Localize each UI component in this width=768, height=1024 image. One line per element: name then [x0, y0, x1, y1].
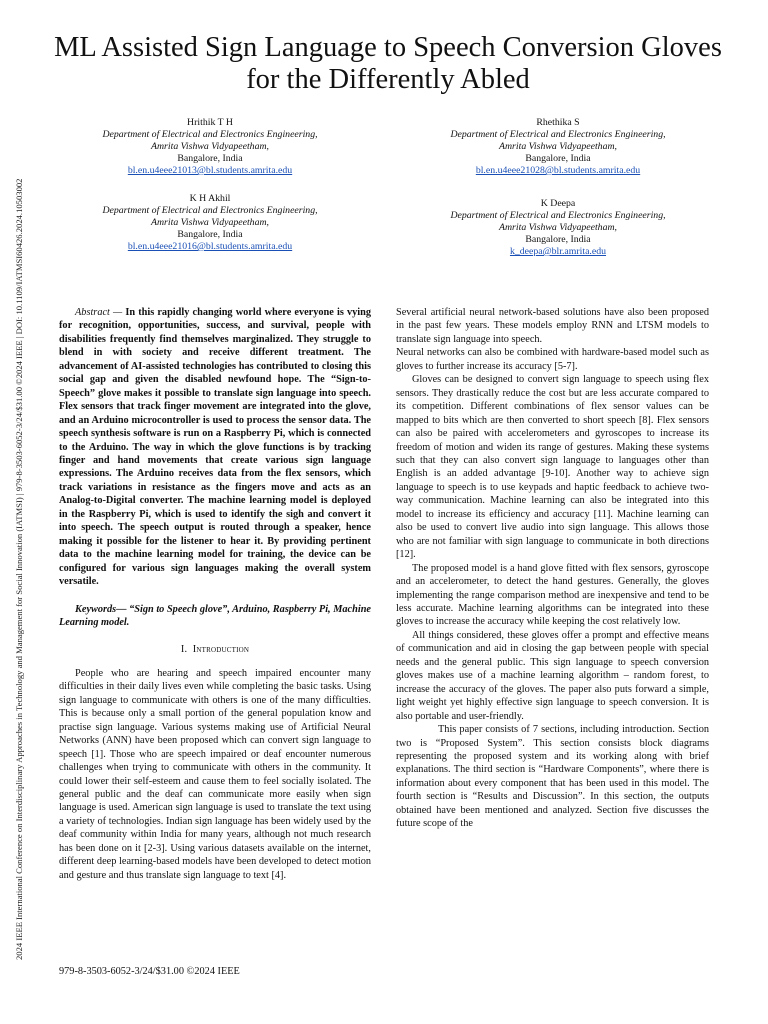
author-institution: Amrita Vishwa Vidyapeetham,: [499, 141, 617, 152]
author-institution: Amrita Vishwa Vidyapeetham,: [151, 141, 269, 152]
body-paragraph: Neural networks can also be combined with hardware-based model such as gloves to further increase its accuracy [5-7].: [396, 347, 709, 372]
conference-sidebar: [12, 70, 26, 960]
author-department: Department of Electrical and Electronics Engineering,: [450, 210, 666, 221]
abstract-label: Abstract —: [75, 307, 123, 318]
author-name: Hrithik T H: [187, 117, 233, 128]
author-block-2: [60, 193, 360, 253]
author-block-3: [408, 117, 708, 177]
body-paragraph: The proposed model is a hand glove fitted with flex sensors, gyroscope and an accelerometer, to detect the hand gestures. Generally, the gloves implementing the range comparison method are inexpensive and tend to be less accurate. Machine learning algorithms can be integrated into these gloves to increase the accuracy while keeping the cost relatively low.: [396, 562, 709, 628]
author-email-link[interactable]: bl.en.u4eee21016@bl.students.amrita.edu: [127, 241, 293, 252]
conference-citation: 2024 IEEE International Conference on Interdisciplinary Approaches in Technology and Management for Social Innovation (IATMSI) | 979-8-3503-6052-3/24/$31.00 ©2024 IEEE | DOI: 10.1109/IATMSI60426.2024.10503002: [14, 178, 24, 960]
author-location: Bangalore, India: [525, 153, 591, 164]
right-column: [396, 306, 709, 831]
author-name: K H Akhil: [189, 193, 231, 204]
keywords: Keywords— “Sign to Speech glove”, Arduino, Raspberry Pi, Machine Learning model.: [59, 603, 371, 628]
section-title: Introduction: [192, 644, 250, 656]
intro-paragraph-1: People who are hearing and speech impaired encounter many difficulties in their daily lives even while completing the basic tasks. Using sign language to communicate with others is one of the many difficulties. This is because only a small portion of the general population know and practise sign language. Various systems making use of Artificial Neural Networks (ANN) have been proposed which can convert sign language to speech [1]. Those who are speech impaired or deaf encounter numerous challenges when trying to communicate with others in the community. It could lower their self-esteem and cause them to feel socially isolated. The general public and the deaf can communicate more easily when sign language is used. American sign language is used to translate the text using a variety of technologies. Indian sign language has been widely used by the deaf community within India for many years, although not much research has been done on it [2-3]. Using various datasets available on the internet, different deep learning-based models have been developed to detect motion and gesture and thus translate sign language to text [4].: [59, 667, 371, 881]
author-location: Bangalore, India: [525, 234, 591, 245]
author-block-1: [60, 117, 360, 177]
page-footer: 979-8-3503-6052-3/24/$31.00 ©2024 IEEE: [59, 966, 240, 977]
author-name: Rhethika S: [536, 117, 580, 128]
author-email-link[interactable]: bl.en.u4eee21028@bl.students.amrita.edu: [475, 165, 641, 176]
abstract: [59, 306, 371, 589]
section-number: I.: [180, 644, 188, 656]
author-department: Department of Electrical and Electronics Engineering,: [102, 129, 318, 140]
body-paragraph: This paper consists of 7 sections, including introduction. Section two is “Proposed System”. This section consists block diagrams representing the proposed system and its working along with brief explanations. The third section is “Hardware Components”, where there is information about every component that has been used in this model. The fourth section is “Results and Discussion”. In this section, the outputs obtained have been mentioned and analyzed. Section five discusses the future scope of the: [396, 724, 709, 830]
author-location: Bangalore, India: [177, 153, 243, 164]
author-location: Bangalore, India: [177, 229, 243, 240]
body-paragraph: Several artificial neural network-based solutions have also been proposed in the past few years. These models employ RNN and LTSM models to translate sign language into speech.: [396, 307, 709, 345]
left-column: [59, 306, 371, 882]
author-name: K Deepa: [540, 198, 576, 209]
body-paragraph: All things considered, these gloves offer a prompt and effective means of communication and aid in closing the gap between people with special needs and the general public. This sign language to speech conversion gloves makes use of a machine learning algorithm – random forest, to increase the accuracy of the gloves. The paper also puts forward a simple, light weight yet highly effective sign language to speech conversion. It is also portable and user-friendly.: [396, 629, 709, 722]
author-block-4: [408, 198, 708, 258]
author-institution: Amrita Vishwa Vidyapeetham,: [151, 217, 269, 228]
author-email-link[interactable]: k_deepa@blr.amrita.edu: [509, 246, 607, 257]
section-heading-introduction: [59, 643, 371, 656]
paper-title: ML Assisted Sign Language to Speech Conversion Gloves for the Differently Abled: [54, 32, 722, 95]
body-paragraph: Gloves can be designed to convert sign language to speech using flex sensors. They drastically reduce the cost but are less accurate compared to its competition. Different combinations of flex sensor values can be mapped to bits which are then converted to short speech [8]. Flex sensors can also be paired with accelerometers and gyroscopes to increase its freedom of motion and widen its range of gestures. Making these systems such that they can also convert sign language to languages other than English is an added advantage [9-10]. Another way to achieve sign language to speech is to use keypads and haptic feedback to achieve two-way communication. Machine learning can also be integrated into this model to increase its efficiency and accuracy [11]. Machine learning can also be used to convert live audio into sign language. This allows those who are not familiar with sign language to communicate in both directions [12].: [396, 374, 709, 561]
author-department: Department of Electrical and Electronics Engineering,: [450, 129, 666, 140]
abstract-text: In this rapidly changing world where everyone is vying for recognition, opportunities, success, and survival, people with disabilities frequently find themselves marginalized. They struggle to blend in with society and receive different treatment. The advancement of AI-assisted technologies has contributed to closing this social gap and given the disabled newfound hope. The “Sign-to-Speech” glove makes it possible to translate sign language into speech. Flex sensors that track finger movement are integrated into the glove, and an Arduino microcontroller is used to process the sensor data. The speech synthesis software is run on a Raspberry Pi, which is connected to the Arduino. The way in which the glove functions is by tracking finger and hand movements that create various sign language expressions. The Arduino receives data from the flex sensors, which track variations in resistance as the fingers move and acts as an Analog-to-Digital converter. The machine learning model is deployed in the Raspberry Pi, which is used to identify the sigh and convert it into speech. The speech output is routed through a speaker, hence making it possible for the listener to hear it. By providing pertinent data to the machine learning model for training, the device can be configured for various sign languages making the overall system versatile.: [59, 307, 372, 588]
author-email-link[interactable]: bl.en.u4eee21013@bl.students.amrita.edu: [127, 165, 293, 176]
author-department: Department of Electrical and Electronics Engineering,: [102, 205, 318, 216]
author-institution: Amrita Vishwa Vidyapeetham,: [499, 222, 617, 233]
